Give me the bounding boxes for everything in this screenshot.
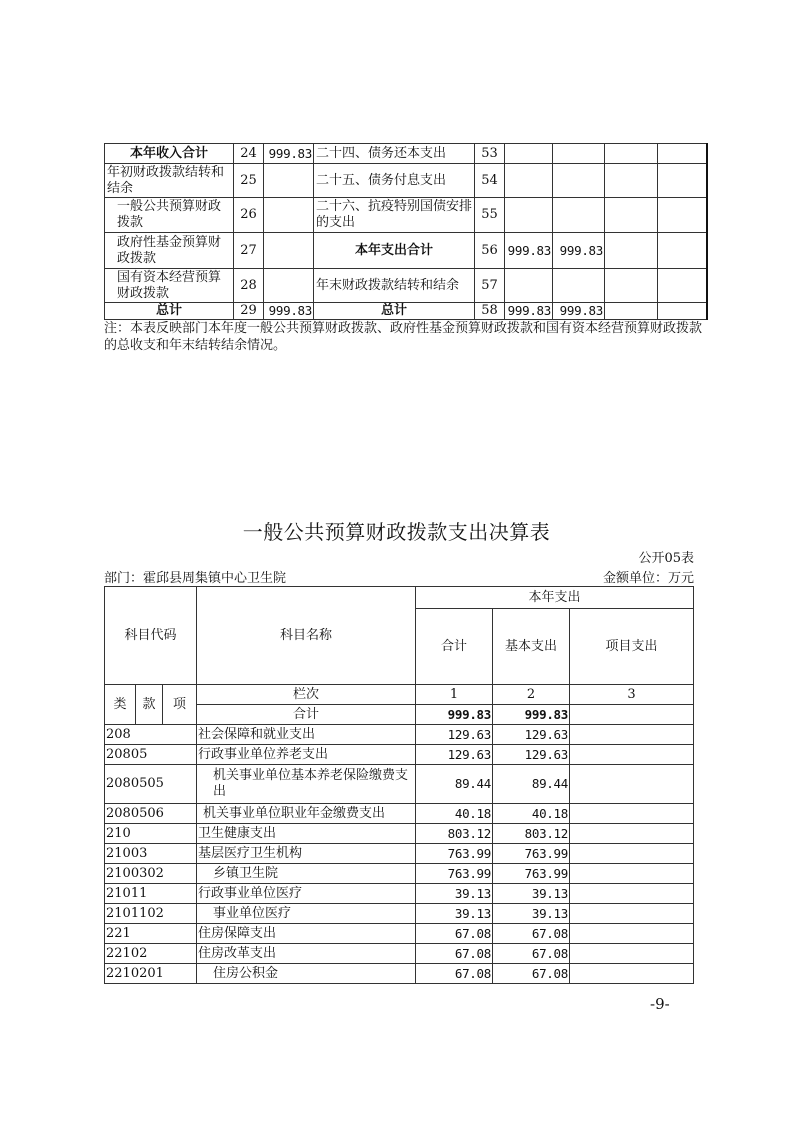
subject-name: 住房保障支出	[197, 924, 416, 944]
page-number: -9-	[650, 995, 670, 1013]
subject-code: 22102	[105, 944, 197, 964]
amount-project	[570, 924, 694, 944]
subject-code: 2100302	[105, 864, 197, 884]
table-row	[105, 824, 694, 844]
header-project-expenditure: 项目支出	[570, 609, 694, 685]
expense-item-label: 二十六、抗疫特别国债安排的支出	[314, 198, 475, 233]
amount-project	[570, 864, 694, 884]
amount-project	[570, 804, 694, 824]
amount-project	[570, 824, 694, 844]
expense-amount-fund	[605, 164, 658, 198]
amount-project	[570, 745, 694, 765]
expense-amount-general	[553, 164, 605, 198]
amount-total: 39.13	[416, 884, 493, 904]
expense-amount-state-capital	[658, 233, 707, 269]
table-row	[105, 765, 694, 804]
subject-name: 机关事业单位基本养老保险缴费支出	[197, 765, 416, 804]
amount-basic: 763.99	[493, 844, 570, 864]
expense-item-label: 二十五、债务付息支出	[314, 164, 475, 198]
table-row	[105, 725, 694, 745]
department-label: 部门：霍邱县周集镇中心卫生院	[104, 571, 287, 586]
amount-project	[570, 844, 694, 864]
table-row	[105, 804, 694, 824]
expense-line-number: 53	[475, 144, 505, 164]
header-total: 合计	[416, 609, 493, 685]
amount-total: 129.63	[416, 745, 493, 765]
income-line-number: 27	[234, 233, 264, 269]
page-title: 一般公共预算财政拨款支出决算表	[242, 520, 551, 544]
subject-code: 2080505	[105, 765, 197, 804]
expense-amount-general: 999.83	[553, 233, 605, 269]
table-row	[105, 198, 707, 233]
subject-code: 21003	[105, 844, 197, 864]
header-current-year-expenditure: 本年支出	[416, 587, 694, 609]
table-row	[105, 884, 694, 904]
expense-amount-fund	[605, 269, 658, 303]
amount-project	[570, 725, 694, 745]
subject-name: 乡镇卫生院	[197, 864, 416, 884]
amount-total: 67.08	[416, 924, 493, 944]
table-row	[105, 964, 694, 984]
header-lei: 类	[105, 685, 136, 725]
general-budget-expenditure-table	[104, 586, 694, 984]
subject-code: 2210201	[105, 964, 197, 984]
expense-amount-state-capital	[658, 164, 707, 198]
income-amount: 999.83	[264, 144, 314, 164]
subject-name: 行政事业单位医疗	[197, 884, 416, 904]
subject-code: 2080506	[105, 804, 197, 824]
table-row	[105, 944, 694, 964]
expense-amount-total: 999.83	[505, 233, 553, 269]
subject-name: 住房公积金	[197, 964, 416, 984]
income-expense-summary-table	[104, 143, 708, 320]
header-subject-name: 科目名称	[197, 587, 416, 685]
table-row	[105, 144, 707, 164]
header-xiang: 项	[163, 685, 197, 725]
subject-name: 住房改革支出	[197, 944, 416, 964]
table-row	[105, 303, 707, 320]
expense-amount-total	[505, 164, 553, 198]
income-line-number: 29	[234, 303, 264, 320]
amount-basic: 40.18	[493, 804, 570, 824]
income-line-number: 25	[234, 164, 264, 198]
table-row	[105, 745, 694, 765]
expense-line-number: 56	[475, 233, 505, 269]
unit-label: 金额单位：万元	[602, 571, 694, 586]
column-index-1: 1	[416, 685, 493, 705]
sum-total: 999.83	[416, 705, 493, 725]
amount-total: 89.44	[416, 765, 493, 804]
table-row	[105, 164, 707, 198]
amount-basic: 39.13	[493, 904, 570, 924]
amount-total: 763.99	[416, 864, 493, 884]
table-row	[105, 904, 694, 924]
income-amount	[264, 269, 314, 303]
expense-amount-state-capital	[658, 198, 707, 233]
expense-amount-state-capital	[658, 269, 707, 303]
column-index-2: 2	[493, 685, 570, 705]
amount-project	[570, 904, 694, 924]
table-row	[105, 924, 694, 944]
amount-basic: 39.13	[493, 884, 570, 904]
income-item-label: 国有资本经营预算财政拨款	[105, 269, 234, 303]
amount-total: 67.08	[416, 964, 493, 984]
subject-name: 社会保障和就业支出	[197, 725, 416, 745]
subject-code: 20805	[105, 745, 197, 765]
amount-total: 129.63	[416, 725, 493, 745]
amount-project	[570, 884, 694, 904]
expense-line-number: 54	[475, 164, 505, 198]
income-item-label: 一般公共预算财政拨款	[105, 198, 234, 233]
income-amount	[264, 164, 314, 198]
amount-total: 39.13	[416, 904, 493, 924]
amount-basic: 67.08	[493, 964, 570, 984]
header-kuan: 款	[136, 685, 163, 725]
expense-item-label: 二十四、债务还本支出	[314, 144, 475, 164]
amount-basic: 89.44	[493, 765, 570, 804]
amount-total: 40.18	[416, 804, 493, 824]
expense-amount-state-capital	[658, 303, 707, 320]
header-subject-code: 科目代码	[105, 587, 197, 685]
expense-line-number: 55	[475, 198, 505, 233]
expense-amount-general: 999.83	[553, 303, 605, 320]
expense-amount-general	[553, 144, 605, 164]
income-item-label: 本年收入合计	[105, 144, 234, 164]
expense-line-number: 57	[475, 269, 505, 303]
expense-amount-fund	[605, 198, 658, 233]
sum-row-label: 合计	[197, 705, 416, 725]
subject-name: 基层医疗卫生机构	[197, 844, 416, 864]
expense-amount-total: 999.83	[505, 303, 553, 320]
expense-amount-total	[505, 198, 553, 233]
amount-total: 803.12	[416, 824, 493, 844]
income-amount	[264, 233, 314, 269]
form-number: 公开05表	[638, 551, 694, 566]
subject-name: 卫生健康支出	[197, 824, 416, 844]
subject-code: 221	[105, 924, 197, 944]
income-item-label: 总计	[105, 303, 234, 320]
income-amount: 999.83	[264, 303, 314, 320]
table-row	[105, 269, 707, 303]
income-line-number: 24	[234, 144, 264, 164]
subject-code: 210	[105, 824, 197, 844]
income-line-number: 28	[234, 269, 264, 303]
amount-total: 763.99	[416, 844, 493, 864]
expense-amount-total	[505, 144, 553, 164]
amount-basic: 129.63	[493, 725, 570, 745]
subject-code: 208	[105, 725, 197, 745]
sum-basic: 999.83	[493, 705, 570, 725]
income-line-number: 26	[234, 198, 264, 233]
amount-project	[570, 964, 694, 984]
subject-name: 行政事业单位养老支出	[197, 745, 416, 765]
expense-line-number: 58	[475, 303, 505, 320]
amount-project	[570, 765, 694, 804]
expense-amount-general	[553, 269, 605, 303]
expense-amount-fund	[605, 144, 658, 164]
table-note: 注：本表反映部门本年度一般公共预算财政拨款、政府性基金预算财政拨款和国有资本经营预算财政拨款的总收支和年末结转结余情况。	[104, 321, 703, 353]
subject-code: 21011	[105, 884, 197, 904]
expense-amount-general	[553, 198, 605, 233]
header-basic-expenditure: 基本支出	[493, 609, 570, 685]
expense-amount-fund	[605, 233, 658, 269]
table-row	[105, 844, 694, 864]
amount-total: 67.08	[416, 944, 493, 964]
expense-amount-fund	[605, 303, 658, 320]
expense-item-label: 年末财政拨款结转和结余	[314, 269, 475, 303]
subject-name: 事业单位医疗	[197, 904, 416, 924]
header-column-index: 栏次	[197, 685, 416, 705]
income-item-label: 政府性基金预算财政拨款	[105, 233, 234, 269]
table-row	[105, 233, 707, 269]
amount-basic: 763.99	[493, 864, 570, 884]
expense-item-label: 本年支出合计	[314, 233, 475, 269]
column-index-3: 3	[570, 685, 694, 705]
amount-basic: 67.08	[493, 944, 570, 964]
amount-project	[570, 944, 694, 964]
expense-amount-state-capital	[658, 144, 707, 164]
table-row	[105, 864, 694, 884]
amount-basic: 803.12	[493, 824, 570, 844]
expense-amount-total	[505, 269, 553, 303]
subject-code: 2101102	[105, 904, 197, 924]
expense-item-label: 总计	[314, 303, 475, 320]
subject-name: 机关事业单位职业年金缴费支出	[197, 804, 416, 824]
sum-project	[570, 705, 694, 725]
amount-basic: 67.08	[493, 924, 570, 944]
income-amount	[264, 198, 314, 233]
amount-basic: 129.63	[493, 745, 570, 765]
income-item-label: 年初财政拨款结转和结余	[105, 164, 234, 198]
